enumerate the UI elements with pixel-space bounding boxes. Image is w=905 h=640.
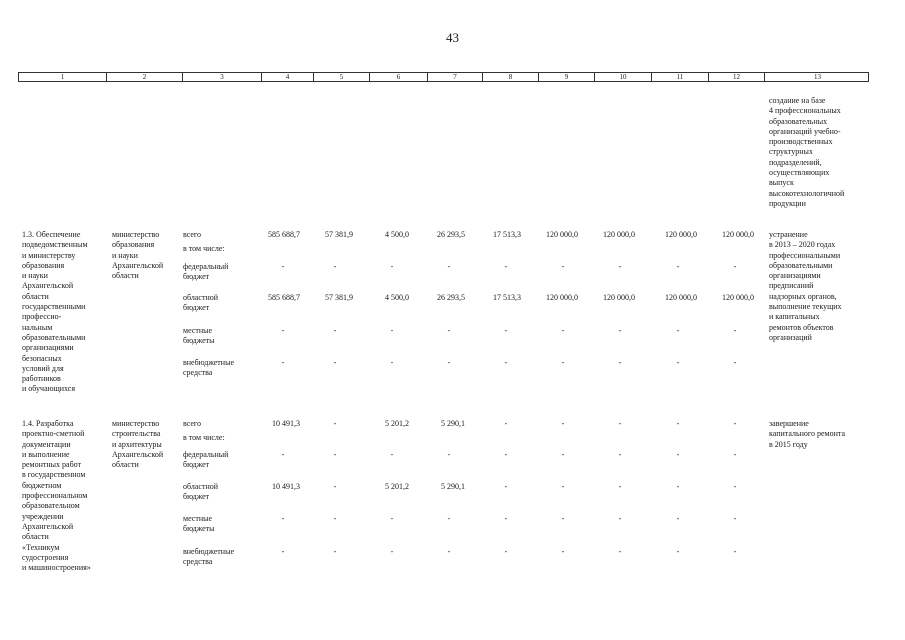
column-header: 4 bbox=[261, 73, 313, 81]
source-extrabudget: внебюджетные средства bbox=[183, 358, 234, 378]
source-including: в том числе: bbox=[183, 244, 225, 253]
dash-cell: - bbox=[447, 262, 451, 271]
value-cell: 120 000,0 bbox=[546, 293, 578, 302]
dash-cell: - bbox=[618, 262, 622, 271]
column-header: 3 bbox=[182, 73, 261, 81]
value-cell: 5 201,2 bbox=[385, 482, 409, 491]
dash-cell: - bbox=[333, 514, 337, 523]
dash-cell: - bbox=[733, 358, 737, 367]
source-local: местные бюджеты bbox=[183, 326, 215, 346]
dash-cell: - bbox=[333, 547, 337, 556]
dash-cell: - bbox=[447, 358, 451, 367]
dash-cell: - bbox=[561, 419, 565, 428]
dash-cell: - bbox=[333, 419, 337, 428]
column-header: 13 bbox=[764, 73, 870, 81]
dash-cell: - bbox=[281, 450, 285, 459]
dash-cell: - bbox=[333, 262, 337, 271]
column-header: 9 bbox=[538, 73, 594, 81]
dash-cell: - bbox=[676, 547, 680, 556]
dash-cell: - bbox=[561, 358, 565, 367]
value-cell: 120 000,0 bbox=[665, 293, 697, 302]
column-header: 6 bbox=[369, 73, 427, 81]
dash-cell: - bbox=[504, 358, 508, 367]
dash-cell: - bbox=[390, 262, 394, 271]
value-cell: 10 491,3 bbox=[272, 419, 300, 428]
column-header: 1 bbox=[60, 73, 65, 81]
dash-cell: - bbox=[447, 450, 451, 459]
column-header: 5 bbox=[313, 73, 369, 81]
value-cell: 17 513,3 bbox=[493, 293, 521, 302]
dash-cell: - bbox=[504, 482, 508, 491]
dash-cell: - bbox=[618, 514, 622, 523]
dash-cell: - bbox=[504, 262, 508, 271]
value-cell: 585 688,7 bbox=[268, 230, 300, 239]
value-cell: 26 293,5 bbox=[437, 230, 465, 239]
result-text: завершение капитального ремонта в 2015 году bbox=[769, 419, 846, 449]
dash-cell: - bbox=[390, 547, 394, 556]
dash-cell: - bbox=[390, 514, 394, 523]
value-cell: 5 290,1 bbox=[441, 482, 465, 491]
dash-cell: - bbox=[281, 547, 285, 556]
page-number: 43 bbox=[446, 30, 459, 45]
value-cell: 120 000,0 bbox=[603, 293, 635, 302]
value-cell: 10 491,3 bbox=[272, 482, 300, 491]
dash-cell: - bbox=[618, 482, 622, 491]
dash-cell: - bbox=[333, 326, 337, 335]
dash-cell: - bbox=[733, 326, 737, 335]
dash-cell: - bbox=[504, 326, 508, 335]
dash-cell: - bbox=[676, 450, 680, 459]
dash-cell: - bbox=[733, 262, 737, 271]
value-cell: 17 513,3 bbox=[493, 230, 521, 239]
dash-cell: - bbox=[561, 450, 565, 459]
source-federal: федеральный бюджет bbox=[183, 262, 229, 282]
dash-cell: - bbox=[504, 514, 508, 523]
dash-cell: - bbox=[281, 326, 285, 335]
value-cell: 4 500,0 bbox=[385, 230, 409, 239]
executor-text: министерство образования и науки Архангельской области bbox=[112, 230, 164, 281]
dash-cell: - bbox=[390, 358, 394, 367]
source-including: в том числе: bbox=[183, 433, 225, 442]
dash-cell: - bbox=[561, 262, 565, 271]
value-cell: 26 293,5 bbox=[437, 293, 465, 302]
dash-cell: - bbox=[618, 419, 622, 428]
value-cell: 5 201,2 bbox=[385, 419, 409, 428]
source-total: всего bbox=[183, 419, 202, 428]
dash-cell: - bbox=[447, 547, 451, 556]
dash-cell: - bbox=[333, 358, 337, 367]
value-cell: 120 000,0 bbox=[603, 230, 635, 239]
value-cell: 585 688,7 bbox=[268, 293, 300, 302]
value-cell: 120 000,0 bbox=[722, 230, 754, 239]
value-cell: 57 381,9 bbox=[325, 293, 353, 302]
dash-cell: - bbox=[618, 358, 622, 367]
activity-text: 1.4. Разработка проектно-сметной документации и выполнение ремонтных работ в государственном бюджетном профессиональном образовательном учреждении Архангельской области «Техникум судостроения и машиностроения» bbox=[22, 419, 91, 573]
dash-cell: - bbox=[733, 419, 737, 428]
dash-cell: - bbox=[390, 450, 394, 459]
column-header: 7 bbox=[427, 73, 482, 81]
dash-cell: - bbox=[676, 482, 680, 491]
source-total: всего bbox=[183, 230, 202, 239]
dash-cell: - bbox=[504, 547, 508, 556]
dash-cell: - bbox=[447, 326, 451, 335]
value-cell: 120 000,0 bbox=[665, 230, 697, 239]
column-header-row bbox=[18, 72, 869, 82]
source-regional: областной бюджет bbox=[183, 293, 219, 313]
source-federal: федеральный бюджет bbox=[183, 450, 229, 470]
dash-cell: - bbox=[390, 326, 394, 335]
dash-cell: - bbox=[561, 514, 565, 523]
dash-cell: - bbox=[504, 419, 508, 428]
executor-text: министерство строительства и архитектуры Архангельской области bbox=[112, 419, 164, 470]
dash-cell: - bbox=[733, 450, 737, 459]
dash-cell: - bbox=[676, 262, 680, 271]
dash-cell: - bbox=[447, 514, 451, 523]
value-cell: 4 500,0 bbox=[385, 293, 409, 302]
column-header: 8 bbox=[482, 73, 538, 81]
source-local: местные бюджеты bbox=[183, 514, 215, 534]
dash-cell: - bbox=[676, 514, 680, 523]
source-extrabudget: внебюджетные средства bbox=[183, 547, 234, 567]
dash-cell: - bbox=[733, 482, 737, 491]
dash-cell: - bbox=[281, 514, 285, 523]
dash-cell: - bbox=[561, 547, 565, 556]
column-header: 2 bbox=[106, 73, 182, 81]
value-cell: 5 290,1 bbox=[441, 419, 465, 428]
continuation-result-text: создание на базе 4 профессиональных образовательных организаций учебно- производственных структурных подразделений, осуществляющих выпуск высокотехнологичной продукции bbox=[769, 96, 845, 208]
value-cell: 120 000,0 bbox=[546, 230, 578, 239]
dash-cell: - bbox=[281, 262, 285, 271]
dash-cell: - bbox=[561, 326, 565, 335]
dash-cell: - bbox=[281, 358, 285, 367]
dash-cell: - bbox=[504, 450, 508, 459]
dash-cell: - bbox=[333, 482, 337, 491]
value-cell: 57 381,9 bbox=[325, 230, 353, 239]
activity-text: 1.3. Обеспечение подведомственным и министерству образования и науки Архангельской области государственными профессио- нальным образовательными организациями безопасных условий для работников и обучающихся bbox=[22, 230, 88, 394]
source-regional: областной бюджет bbox=[183, 482, 219, 502]
dash-cell: - bbox=[733, 547, 737, 556]
dash-cell: - bbox=[618, 450, 622, 459]
column-header: 10 bbox=[594, 73, 651, 81]
dash-cell: - bbox=[561, 482, 565, 491]
dash-cell: - bbox=[676, 326, 680, 335]
dash-cell: - bbox=[618, 326, 622, 335]
dash-cell: - bbox=[333, 450, 337, 459]
column-header: 11 bbox=[651, 73, 708, 81]
dash-cell: - bbox=[733, 514, 737, 523]
value-cell: 120 000,0 bbox=[722, 293, 754, 302]
result-text: устранение в 2013 – 2020 годах профессиональными образовательными организациями предписаний надзорных органов, выполнение текущих и капитальных ремонтов объектов организаций bbox=[769, 230, 842, 342]
dash-cell: - bbox=[618, 547, 622, 556]
column-header: 12 bbox=[708, 73, 764, 81]
dash-cell: - bbox=[676, 419, 680, 428]
dash-cell: - bbox=[676, 358, 680, 367]
